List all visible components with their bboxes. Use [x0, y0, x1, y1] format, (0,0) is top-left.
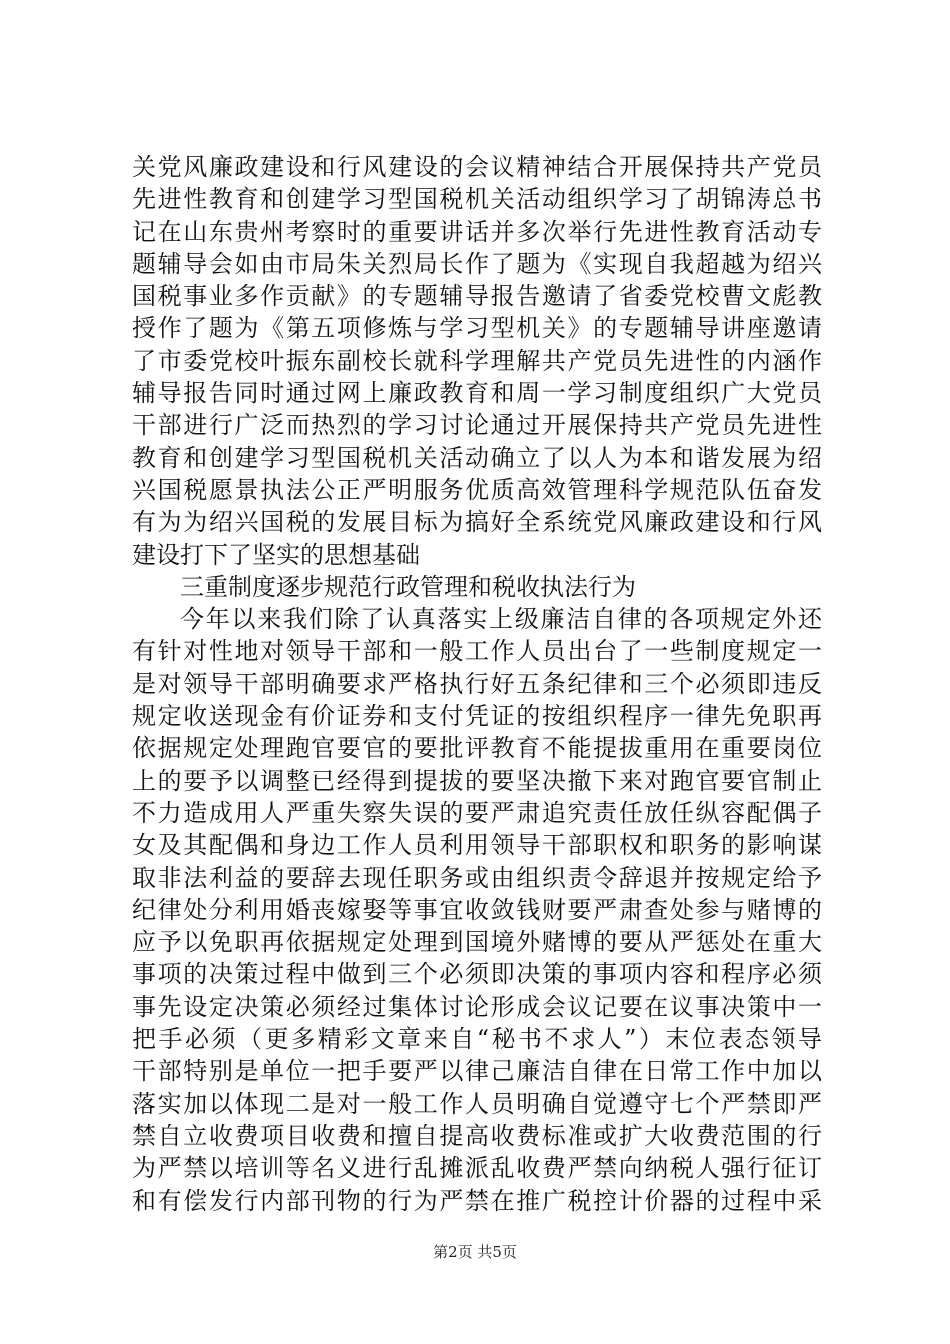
text-line: 落实加以体现二是对一般工作人员明确自觉遵守七个严禁即严: [132, 1089, 822, 1118]
text-line: 了市委党校叶振东副校长就科学理解共产党员先进性的内涵作: [132, 346, 822, 375]
paragraph-end-line: 建设打下了坚实的思想基础: [132, 540, 420, 569]
text-line: 国税事业多作贡献》的专题辅导报告邀请了省委党校曹文彪教: [132, 282, 822, 311]
text-line: 取非法利益的要辞去现任职务或由组织责令辞退并按规定给予: [132, 863, 822, 892]
page-number-footer: 第2页 共5页: [433, 1243, 517, 1261]
text-line: 授作了题为《第五项修炼与学习型机关》的专题辅导讲座邀请: [132, 314, 822, 343]
text-line: 依据规定处理跑官要官的要批评教育不能提拔重用在重要岗位: [132, 734, 822, 763]
text-line: 题辅导会如由市局朱关烈局长作了题为《实现自我超越为绍兴: [132, 249, 822, 278]
text-line: 关党风廉政建设和行风建设的会议精神结合开展保持共产党员: [132, 153, 822, 181]
text-line: 有针对性地对领导干部和一般工作人员出台了一些制度规定一: [132, 637, 822, 666]
text-line: 事项的决策过程中做到三个必须即决策的事项内容和程序必须: [132, 960, 822, 989]
text-line: 先进性教育和创建学习型国税机关活动组织学习了胡锦涛总书: [132, 185, 822, 214]
text-line: 和有偿发行内部刊物的行为严禁在推广税控计价器的过程中采: [132, 1186, 822, 1215]
text-line: 把手必须（更多精彩文章来自“秘书不求人”）末位表态领导: [132, 1025, 822, 1054]
paragraph-first-line: 今年以来我们除了认真落实上级廉洁自律的各项规定外还: [180, 605, 822, 634]
text-line: 教育和创建学习型国税机关活动确立了以人为本和谐发展为绍: [132, 443, 822, 472]
section-heading: 三重制度逐步规范行政管理和税收执法行为: [180, 572, 636, 601]
text-line: 兴国税愿景执法公正严明服务优质高效管理科学规范队伍奋发: [132, 475, 822, 504]
text-line: 规定收送现金有价证券和支付凭证的按组织程序一律先免职再: [132, 702, 822, 731]
text-line: 记在山东贵州考察时的重要讲话并多次举行先进性教育活动专: [132, 217, 822, 246]
text-line: 干部进行广泛而热烈的学习讨论通过开展保持共产党员先进性: [132, 411, 822, 440]
text-line: 不力造成用人严重失察失误的要严肃追究责任放任纵容配偶子: [132, 798, 822, 827]
document-body: [132, 151, 822, 1217]
text-line: 应予以免职再依据规定处理到国境外赌博的要从严惩处在重大: [132, 928, 822, 957]
text-line: 有为为绍兴国税的发展目标为搞好全系统党风廉政建设和行风: [132, 508, 822, 537]
text-line: 事先设定决策必须经过集体讨论形成会议记要在议事决策中一: [132, 992, 822, 1021]
text-line: 禁自立收费项目收费和擅自提高收费标准或扩大收费范围的行: [132, 1121, 822, 1150]
text-line: 是对领导干部明确要求严格执行好五条纪律和三个必须即违反: [132, 669, 822, 698]
text-line: 辅导报告同时通过网上廉政教育和周一学习制度组织广大党员: [132, 379, 822, 408]
text-line: 干部特别是单位一把手要严以律己廉洁自律在日常工作中加以: [132, 1057, 822, 1086]
text-line: 上的要予以调整已经得到提拔的要坚决撤下来对跑官要官制止: [132, 766, 822, 795]
text-line: 为严禁以培训等名义进行乱摊派乱收费严禁向纳税人强行征订: [132, 1154, 822, 1183]
text-line: 纪律处分利用婚丧嫁娶等事宜收敛钱财要严肃查处参与赌博的: [132, 895, 822, 924]
text-line: 女及其配偶和身边工作人员利用领导干部职权和职务的影响谋: [132, 831, 822, 860]
